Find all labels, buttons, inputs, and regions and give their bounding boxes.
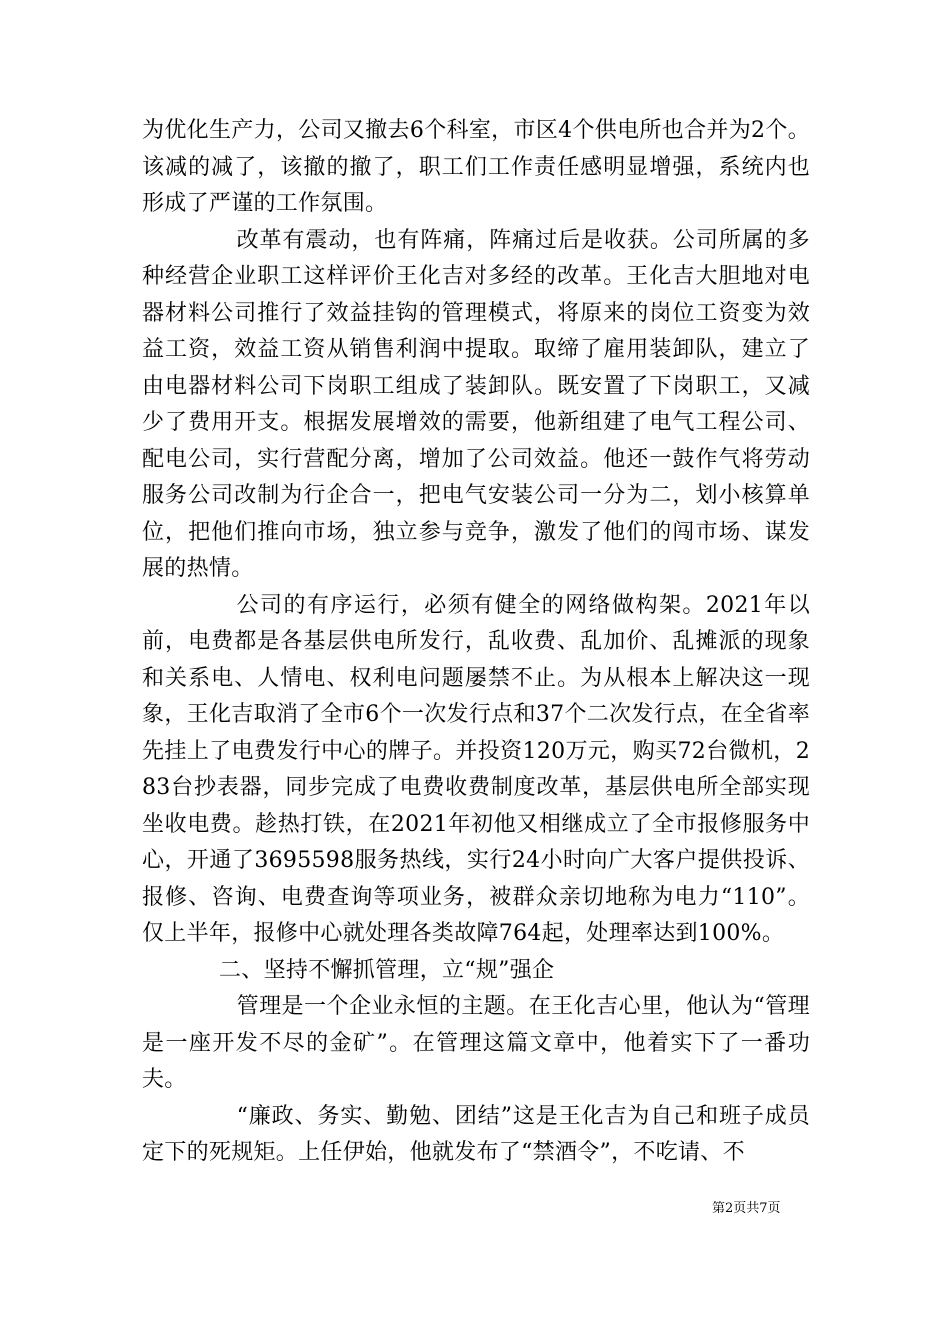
document-body <box>142 113 810 1172</box>
section-heading: 二、坚持不懈抓管理，立“规”强企 <box>219 957 555 983</box>
page-number: 第2页共7页 <box>712 1201 781 1216</box>
paragraph-management: 管理是一个企业永恒的主题。在王化吉心里，他认为“管理是一座开发不尽的金矿”。在管理这篇文章中，他着实下了一番功夫。 <box>142 994 810 1092</box>
paragraph-continuation: 为优化生产力，公司又撤去6个科室，市区4个供电所也合并为2个。该减的减了，该撤的撤了，职工们工作责任感明显增强，系统内也形成了严谨的工作氛围。 <box>142 118 810 216</box>
paragraph-reform: 改革有震动，也有阵痛，阵痛过后是收获。公司所属的多种经营企业职工这样评价王化吉对多经的改革。王化吉大胆地对电器材料公司推行了效益挂钩的管理模式，将原来的岗位工资变为效益工资，效益工资从销售利润中提取。取缔了雇用装卸队，建立了由电器材料公司下岗职工组成了装卸队。既安置了下岗职工，又减少了费用开支。根据发展增效的需要，他新组建了电气工程公司、配电公司，实行营配分离，增加了公司效益。他还一鼓作气将劳动服务公司改制为行企合一，把电气安装公司一分为二，划小核算单位，把他们推向市场，独立参与竞争，激发了他们的闯市场、谋发展的热情。 <box>142 227 810 581</box>
paragraph-network: 公司的有序运行，必须有健全的网络做构架。2021年以前，电费都是各基层供电所发行，乱收费、乱加价、乱摊派的现象和关系电、人情电、权利电问题屡禁不止。为从根本上解决这一现象，王化吉取消了全市6个一次发行点和37个二次发行点，在全省率先挂上了电费发行中心的牌子。并投资120万元，购买72台微机，283台抄表器，同步完成了电费收费制度改革，基层供电所全部实现坐收电费。趁热打铁，在2021年初他又相继成立了全市报修服务中心，开通了3695598服务热线，实行24小时向广大客户提供投诉、报修、咨询、电费查询等项业务，被群众亲切地称为电力“110”。仅上半年，报修中心就处理各类故障764起，处理率达到100%。 <box>142 592 810 946</box>
paragraph-rules: “廉政、务实、勤勉、团结”这是王化吉为自己和班子成员定下的死规矩。上任伊始，他就发布了“禁酒令”，不吃请、不 <box>142 1103 810 1165</box>
